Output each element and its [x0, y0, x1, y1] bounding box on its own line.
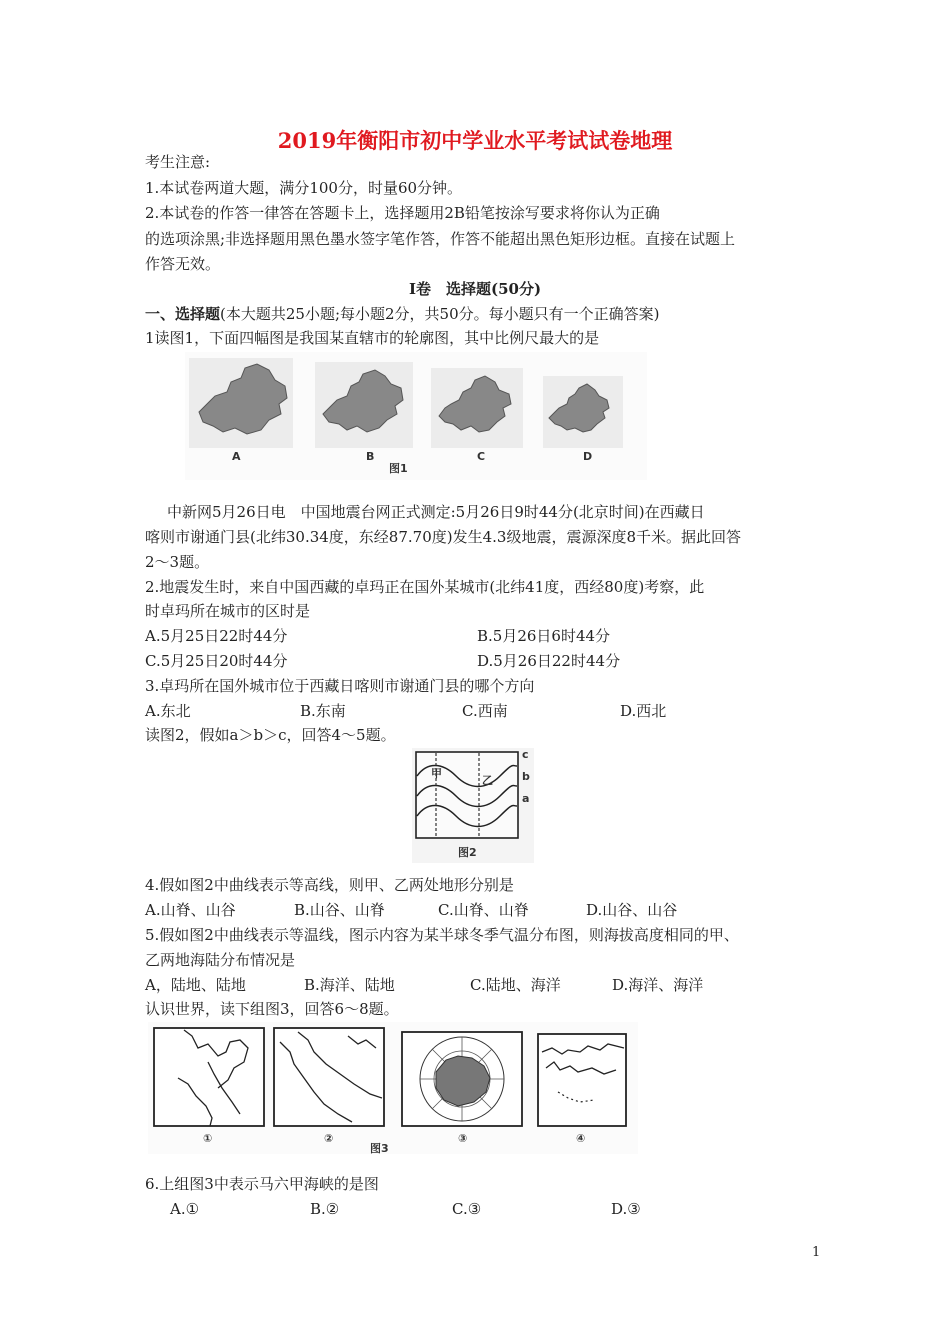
- fig3-map-4: [538, 1034, 626, 1126]
- fig3-map-3: [402, 1032, 522, 1126]
- q5-option-a: A，陆地、陆地: [145, 976, 246, 994]
- q6-option-c: C.③: [452, 1200, 482, 1218]
- notice-item-2-end: 作答无效。: [145, 255, 221, 273]
- fig2-label-a: a: [522, 792, 530, 805]
- fig1-label-a: A: [232, 450, 241, 463]
- q6-option-d: D.③: [611, 1200, 641, 1218]
- q3-option-c: C.西南: [462, 702, 508, 720]
- q5-stem-cont: 乙两地海陆分布情况是: [145, 951, 296, 969]
- notice-item-2: 2.本试卷的作答一律答在答题卡上，选择题用2B铅笔按涂写要求将你认为正确: [145, 204, 660, 222]
- q4-option-b: B.山谷、山脊: [294, 901, 385, 919]
- fig3-map-2: [274, 1028, 384, 1126]
- fig3-caption: 图3: [370, 1142, 389, 1154]
- fig3-label-1: ①: [203, 1132, 213, 1145]
- q2-option-b: B.5月26日6时44分: [477, 627, 611, 645]
- fig2-caption: 图2: [458, 846, 477, 859]
- fig1-label-c: C: [477, 450, 486, 463]
- q4-option-a: A.山脊、山谷: [145, 901, 236, 919]
- fig1-map-a: [189, 358, 293, 448]
- q2-option-c: C.5月25日20时44分: [145, 652, 288, 670]
- fig1-map-b: [315, 362, 413, 448]
- q3-stem: 3.卓玛所在国外城市位于西藏日喀则市谢通门县的哪个方向: [145, 677, 535, 695]
- q2-stem-cont: 时卓玛所在城市的区时是: [145, 602, 311, 620]
- figure-3: [148, 1022, 638, 1154]
- fig1-map-d: [543, 376, 623, 448]
- fig2-label-jia: 甲: [431, 767, 442, 780]
- fig3-intro: 认识世界，读下组图3，回答6～8题。: [145, 1000, 399, 1018]
- news-line-2: 喀则市谢通门县(北纬30.34度，东经87.70度)发生4.3级地震，震源深度8千米。据此回答: [145, 528, 741, 546]
- q2-option-d: D.5月26日22时44分: [477, 652, 621, 670]
- figure-1: [185, 352, 647, 480]
- news-line-1: 中新网5月26日电 中国地震台网正式测定:5月26日9时44分(北京时间)在西藏日: [167, 503, 705, 521]
- q5-option-b: B.海洋、陆地: [304, 976, 395, 994]
- q6-option-b: B.②: [310, 1200, 340, 1218]
- part-title: 一、选择题: [145, 305, 221, 323]
- q1-stem: 1读图1，下面四幅图是我国某直辖市的轮廓图，其中比例尺最大的是: [145, 329, 600, 347]
- fig2-label-yi: 乙: [482, 774, 493, 787]
- part-description: (本大题共25小题;每小题2分，共50分。每小题只有一个正确答案): [220, 305, 660, 323]
- notice-heading: 考生注意:: [145, 153, 211, 171]
- page-title: 2019年衡阳市初中学业水平考试试卷地理: [277, 128, 673, 153]
- fig1-label-d: D: [583, 450, 593, 463]
- q6-option-a: A.①: [170, 1200, 200, 1218]
- fig3-label-2: ②: [324, 1132, 334, 1145]
- notice-item-1: 1.本试卷两道大题，满分100分，时量60分钟。: [145, 179, 463, 197]
- q2-option-a: A.5月25日22时44分: [145, 627, 288, 645]
- figure-2: [412, 748, 534, 863]
- fig3-label-3: ③: [458, 1132, 468, 1145]
- q3-option-d: D.西北: [620, 702, 667, 720]
- fig3-map-1: [154, 1028, 264, 1126]
- fig2-label-c: c: [522, 748, 529, 761]
- notice-item-2-cont: 的选项涂黑;非选择题用黑色墨水签字笔作答，作答不能超出黑色矩形边框。直接在试题上: [145, 230, 736, 248]
- q4-stem: 4.假如图2中曲线表示等高线，则甲、乙两处地形分别是: [145, 876, 514, 894]
- fig1-caption: 图1: [389, 462, 408, 475]
- fig1-label-b: B: [366, 450, 375, 463]
- q5-stem: 5.假如图2中曲线表示等温线，图示内容为某半球冬季气温分布图，则海拔高度相同的甲、: [145, 926, 739, 944]
- q5-option-d: D.海洋、海洋: [612, 976, 704, 994]
- fig2-label-b: b: [522, 770, 530, 783]
- q2-stem: 2.地震发生时，来自中国西藏的卓玛正在国外某城市(北纬41度，西经80度)考察，此: [145, 578, 705, 596]
- page-number: 1: [812, 1245, 821, 1260]
- q3-option-b: B.东南: [300, 702, 346, 720]
- fig2-intro: 读图2，假如a＞b＞c，回答4～5题。: [145, 726, 396, 744]
- q4-option-c: C.山脊、山脊: [438, 901, 529, 919]
- section-header: I卷 选择题(50分): [408, 280, 542, 298]
- fig3-label-4: ④: [576, 1132, 586, 1145]
- news-line-3: 2～3题。: [145, 553, 210, 571]
- q5-option-c: C.陆地、海洋: [470, 976, 561, 994]
- part-heading: [145, 304, 660, 324]
- fig1-map-c: [431, 368, 523, 448]
- q4-option-d: D.山谷、山谷: [586, 901, 678, 919]
- q6-stem: 6.上组图3中表示马六甲海峡的是图: [145, 1175, 379, 1193]
- q3-option-a: A.东北: [145, 702, 191, 720]
